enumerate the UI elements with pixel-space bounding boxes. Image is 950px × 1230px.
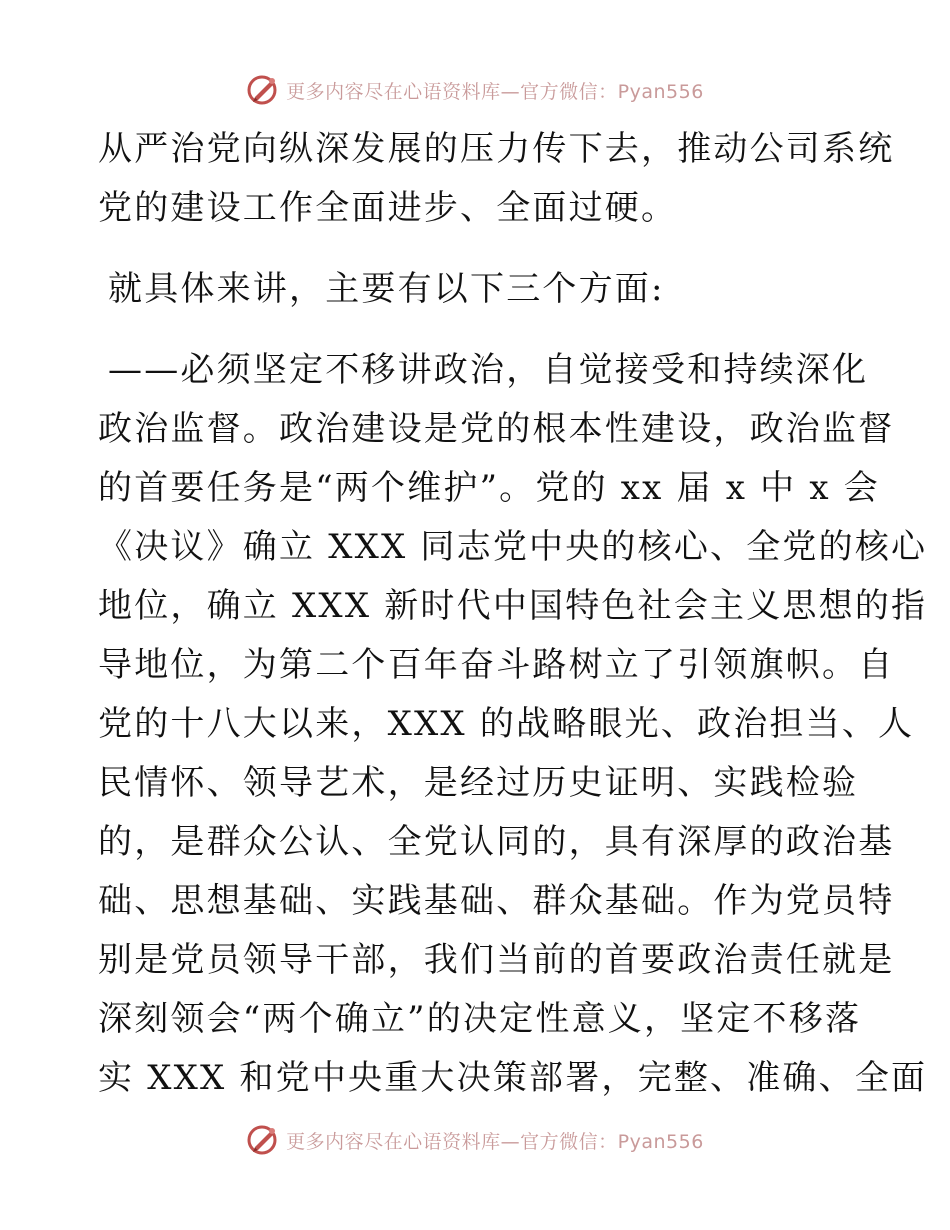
footer-watermark [0, 1120, 950, 1160]
text-line: 地位，确立 XXX 新时代中国特色社会主义思想的指 [98, 586, 928, 626]
text-line: 党的建设工作全面进步、全面过硬。 [98, 188, 678, 228]
text-line: 础、思想基础、实践基础、群众基础。作为党员特 [98, 881, 895, 921]
header-watermark [0, 70, 950, 110]
text-line: 就具体来讲，主要有以下三个方面: [108, 269, 665, 309]
text-line: 的首要任务是“两个维护”。党的 xx 届 x 中 x 会 [98, 468, 880, 508]
document-body [98, 120, 928, 1108]
text-line: ——必须坚定不移讲政治，自觉接受和持续深化 [108, 350, 869, 390]
watermark-text: 更多内容尽在心语资料库—官方微信：Pyan556 [286, 1130, 704, 1153]
text-line: 导地位，为第二个百年奋斗路树立了引领旗帜。自 [98, 645, 895, 685]
pen-logo-icon [246, 1123, 280, 1157]
paragraph-1 [98, 120, 895, 238]
text-line: 党的十八大以来，XXX 的战略眼光、政治担当、人 [98, 704, 915, 744]
paragraph-3 [98, 341, 928, 1108]
watermark-text: 更多内容尽在心语资料库—官方微信：Pyan556 [286, 80, 704, 103]
text-line: 别是党员领导干部，我们当前的首要政治责任就是 [98, 940, 895, 980]
text-line: 民情怀、领导艺术，是经过历史证明、实践检验 [98, 763, 859, 803]
paragraph-2 [98, 260, 858, 319]
text-line: 的，是群众公认、全党认同的，具有深厚的政治基 [98, 822, 895, 862]
text-line: 实 XXX 和党中央重大决策部署，完整、准确、全面 [98, 1058, 928, 1098]
text-line: 政治监督。政治建设是党的根本性建设，政治监督 [98, 409, 895, 449]
text-line: 从严治党向纵深发展的压力传下去，推动公司系统 [98, 129, 895, 169]
text-line: 深刻领会“两个确立”的决定性意义，坚定不移落 [98, 999, 862, 1039]
pen-logo-icon [246, 73, 280, 107]
text-line: 《决议》确立 XXX 同志党中央的核心、全党的核心 [98, 527, 928, 567]
